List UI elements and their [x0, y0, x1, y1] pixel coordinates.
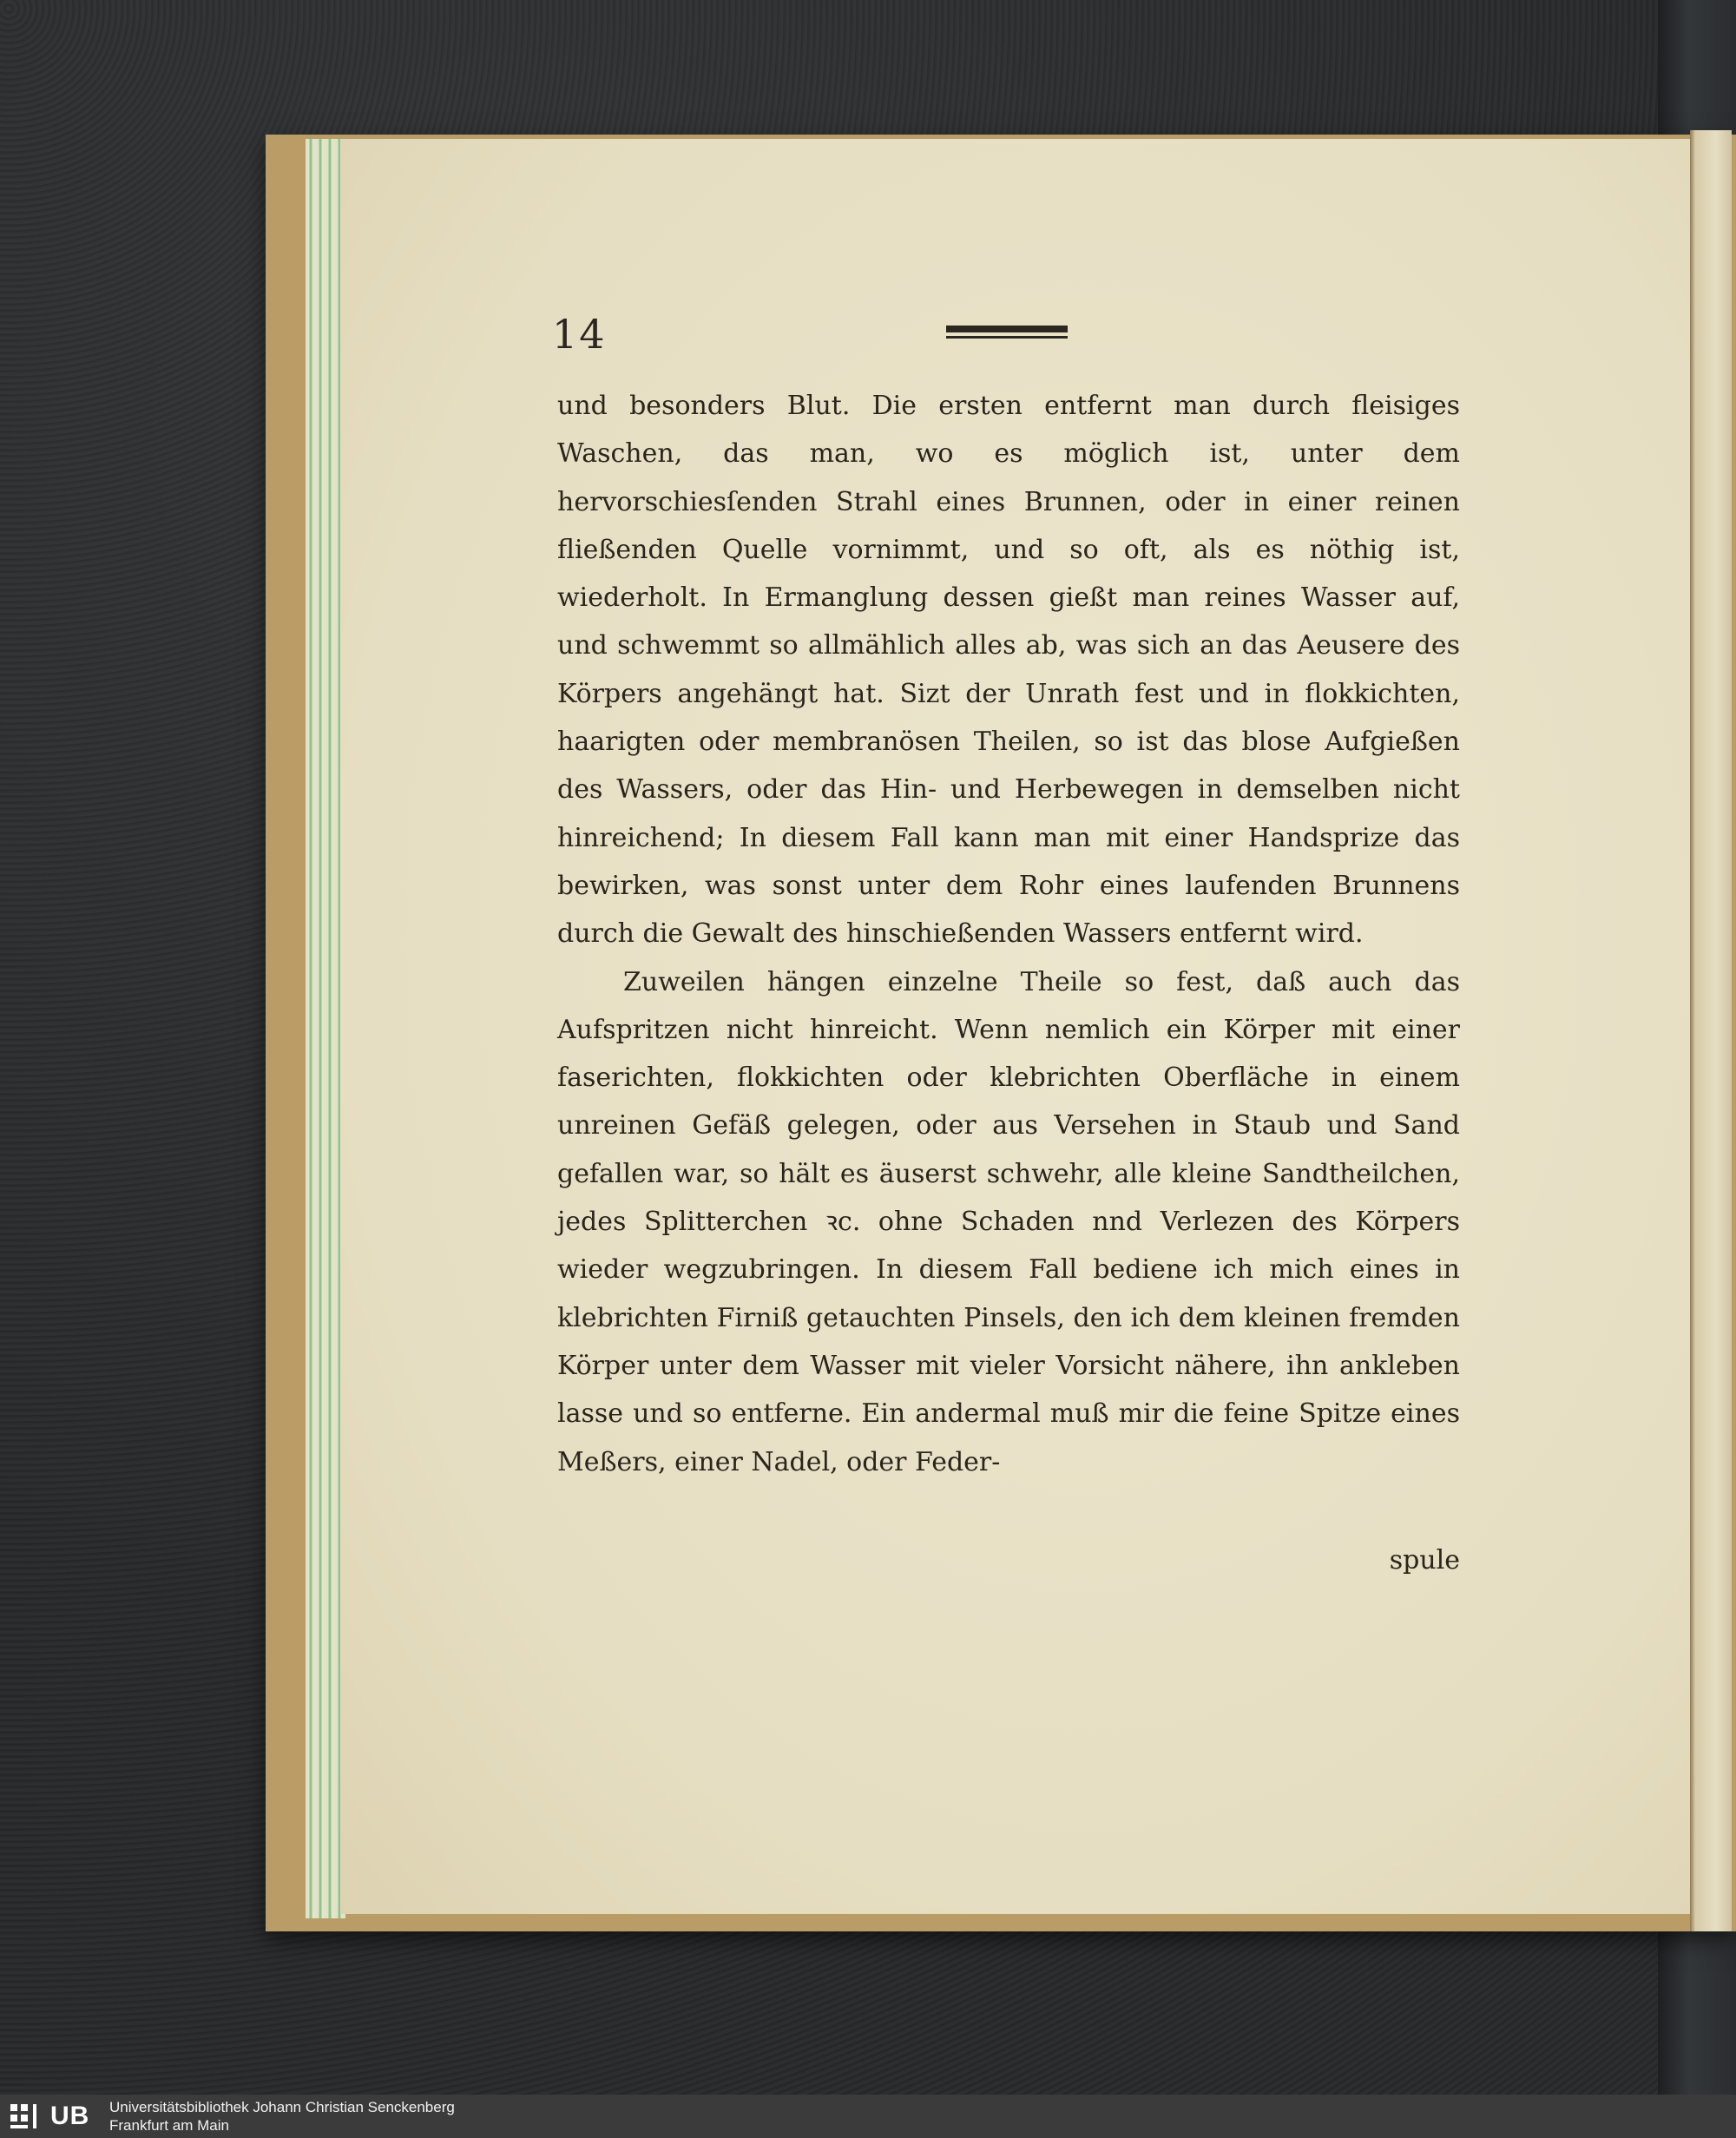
footer-location: Frankfurt am Main [109, 2117, 229, 2134]
footer-library-name: Universitätsbibliothek Johann Christian Senckenberg [109, 2099, 455, 2115]
paragraph-2: Zuweilen hängen einzelne Theile so fest, daß auch das Aufspritzen nicht hinreicht. Wenn nemlich ein Körper mit einer faserichten, flokkichten oder klebrichten Oberfläche in einem unreinen Gefäß gelegen, oder aus Versehen in Staub und Sand gefallen war, so hält es äuserst schwehr, alle kleine Sandtheilchen, jedes Splitterchen ꝛc. ohne Schaden nnd Verlezen des Körpers wieder wegzubringen. In diesem Fall bediene ich mich eines in klebrichten Firniß getauchten Pinsels, den ich dem kleinen fremden Körper unter dem Wasser mit vieler Vorsicht nähere, ihn ankleben lasse und so entferne. Ein andermal muß mir die feine Spitze eines Meßers, einer Nadel, oder Feder- [557, 966, 1460, 1477]
header-rule [946, 326, 1068, 341]
footer-bar [0, 2095, 1736, 2138]
facing-page-edge [1690, 130, 1732, 1931]
catchword: spule [1389, 1545, 1460, 1576]
ub-logo-text: UB [50, 2102, 90, 2130]
page-number: 14 [552, 311, 607, 358]
body-text [557, 382, 1460, 1486]
footer-credit [109, 2098, 455, 2135]
ub-logo[interactable] [7, 2101, 89, 2132]
header-rule-thick [946, 326, 1068, 332]
paragraph-1: und besonders Blut. Die ersten entfernt man durch fleisiges Waschen, das man, wo es möglich ist, unter dem hervorschiesſenden Strahl eines Brunnen, oder in einer reinen fließenden Quelle vornimmt, und so oft, als es nöthig ist, wiederholt. In Ermanglung dessen gießt man reines Wasser auf, und schwemmt so allmählich alles ab, was sich an das Aeusere des Körpers angehängt hat. Sizt der Unrath fest und in flokkichten, haarigten oder membranösen Theilen, so ist das blose Aufgießen des Wassers, oder das Hin- und Herbewegen in demselben nicht hinreichend; In diesem Fall kann man mit einer Handsprize das bewirken, was sonst unter dem Rohr eines laufenden Brunnens durch die Gewalt des hinschießenden Wassers entfernt wird. [557, 391, 1460, 950]
ub-logo-icon [7, 2101, 47, 2132]
header-rule-thin [946, 336, 1068, 339]
